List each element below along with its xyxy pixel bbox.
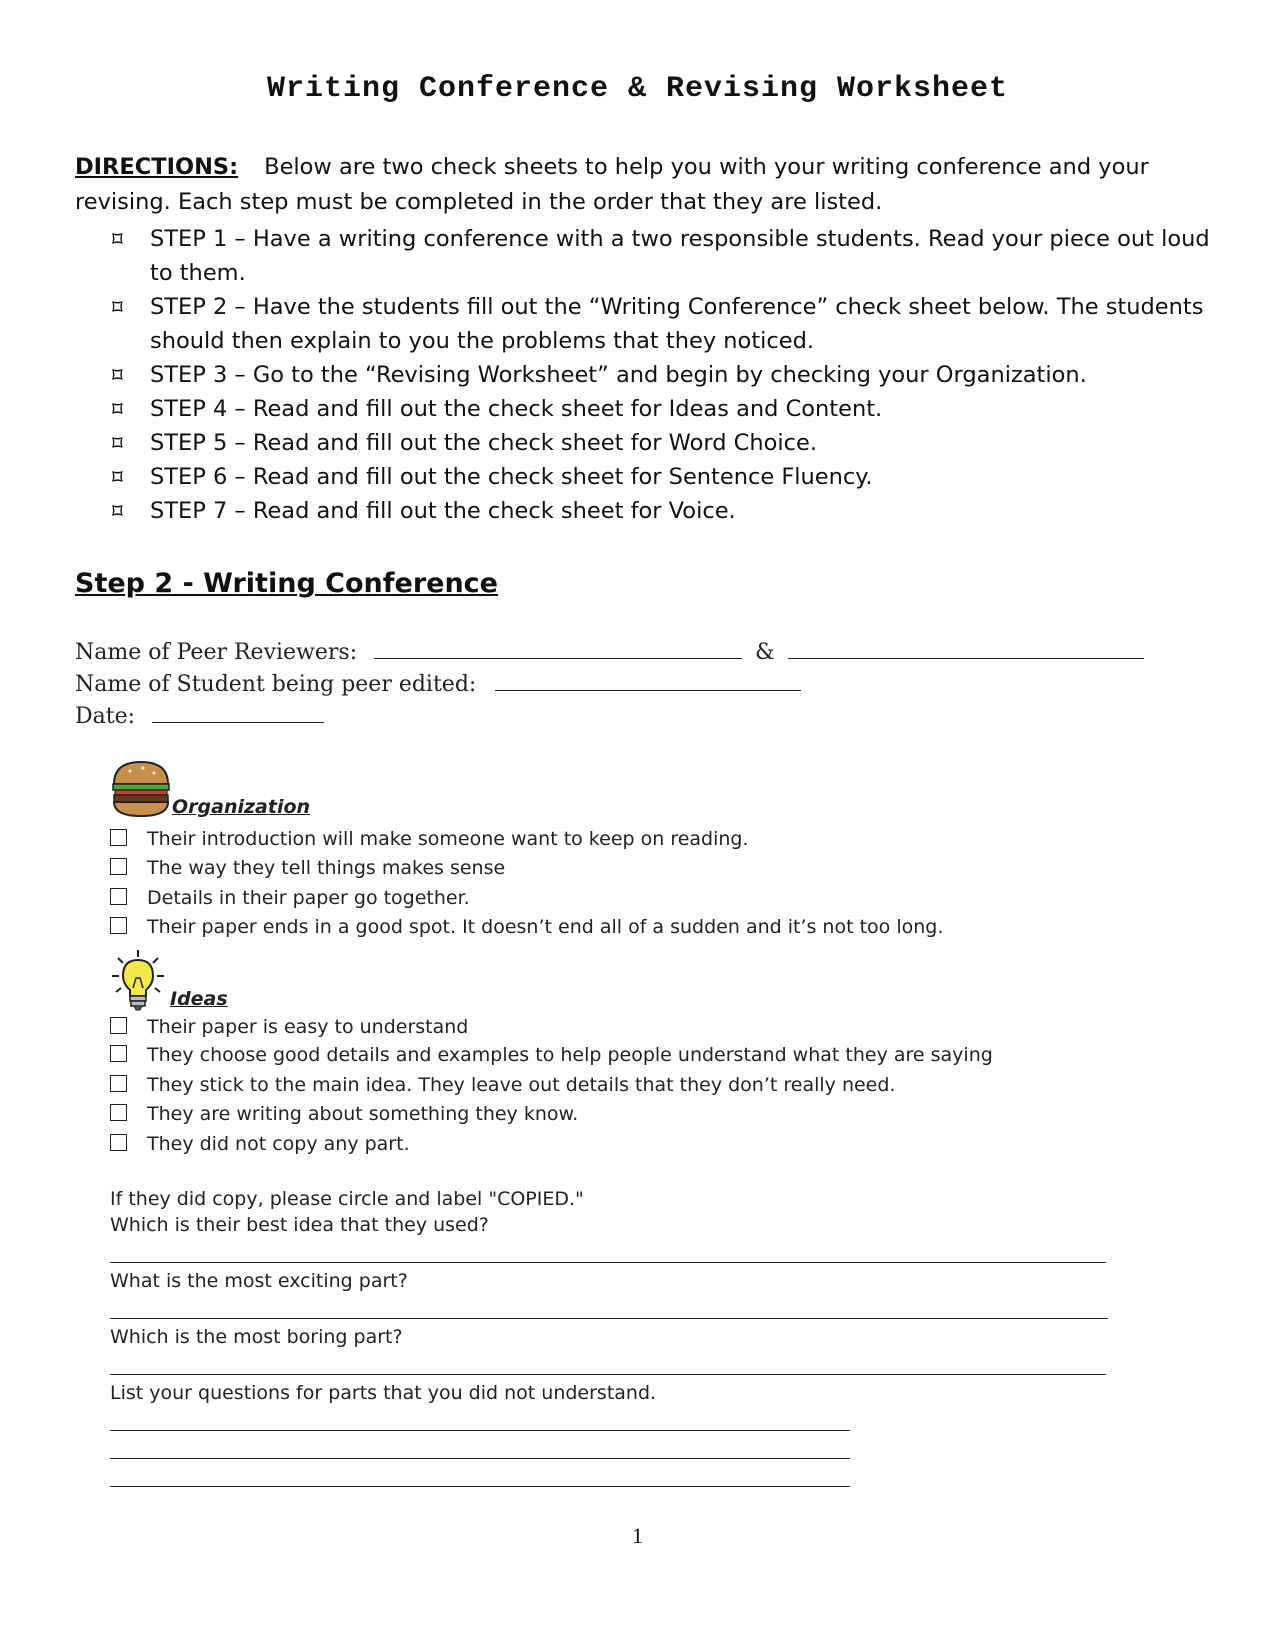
square-bullet-icon: ⌑ [112, 465, 123, 489]
questions-answer-line[interactable] [110, 1430, 850, 1431]
checklist-item[interactable]: They choose good details and examples to help people understand what they are saying [110, 1044, 993, 1066]
square-bullet-icon: ⌑ [112, 397, 123, 421]
peer-reviewers-label: Name of Peer Reviewers: [75, 640, 358, 665]
ideas-label: Ideas [170, 988, 228, 1010]
questions-answer-line[interactable] [110, 1486, 850, 1487]
section-title: Step 2 - Writing Conference [75, 568, 498, 599]
checklist-item[interactable]: Their paper is easy to understand [110, 1016, 468, 1038]
copied-note: If they did copy, please circle and label "COPIED." [110, 1188, 584, 1210]
questions-answer-line[interactable] [110, 1458, 850, 1459]
peer-reviewer-1-field[interactable] [374, 640, 742, 659]
checkbox[interactable] [110, 1045, 127, 1062]
boring-part-answer-line[interactable] [110, 1374, 1106, 1375]
date-label: Date: [75, 704, 136, 729]
hamburger-icon [110, 760, 172, 818]
square-bullet-icon: ⌑ [112, 363, 123, 387]
list-item: ⌑ STEP 7 – Read and fill out the check sheet for Voice. [110, 494, 1210, 528]
list-item: ⌑ STEP 6 – Read and fill out the check sheet for Sentence Fluency. [110, 460, 1210, 494]
checkbox[interactable] [110, 1017, 127, 1034]
date-field[interactable] [152, 704, 324, 723]
peer-reviewers-row [75, 640, 1144, 665]
page-number: 1 [632, 1523, 643, 1548]
boring-part-question: Which is the most boring part? [110, 1326, 403, 1348]
checkbox[interactable] [110, 1134, 127, 1151]
checkbox[interactable] [110, 888, 127, 905]
checklist-item[interactable]: Their paper ends in a good spot. It doesn’t end all of a sudden and it’s not too long. [110, 916, 943, 938]
peer-reviewer-2-field[interactable] [788, 640, 1144, 659]
student-row [75, 672, 801, 697]
exciting-part-answer-line[interactable] [110, 1318, 1108, 1319]
student-label: Name of Student being peer edited: [75, 672, 477, 697]
date-row [75, 704, 324, 729]
checklist-item[interactable]: They did not copy any part. [110, 1133, 410, 1155]
list-item: ⌑ STEP 4 – Read and fill out the check sheet for Ideas and Content. [110, 392, 1210, 426]
page-title: Writing Conference & Revising Worksheet [266, 72, 1009, 106]
list-item: ⌑ STEP 3 – Go to the “Revising Worksheet” and begin by checking your Organization. [110, 358, 1210, 392]
list-item: ⌑ STEP 2 – Have the students fill out the “Writing Conference” check sheet below. The students should then explain to you the problems that they noticed. [110, 290, 1210, 358]
checkbox[interactable] [110, 917, 127, 934]
square-bullet-icon: ⌑ [112, 227, 123, 251]
checkbox[interactable] [110, 858, 127, 875]
directions-text: Below are two check sheets to help you with your writing conference and your revising. Each step must be completed in the order that they are listed. [75, 154, 1149, 215]
list-item: ⌑ STEP 5 – Read and fill out the check sheet for Word Choice. [110, 426, 1210, 460]
checklist-item[interactable]: They stick to the main idea. They leave out details that they don’t really need. [110, 1074, 895, 1096]
checklist-item[interactable]: Their introduction will make someone want to keep on reading. [110, 828, 749, 850]
directions-paragraph [75, 150, 1210, 220]
list-item: ⌑ STEP 1 – Have a writing conference with a two responsible students. Read your piece out loud to them. [110, 222, 1210, 290]
square-bullet-icon: ⌑ [112, 499, 123, 523]
square-bullet-icon: ⌑ [112, 431, 123, 455]
steps-list [110, 222, 1210, 528]
exciting-part-question: What is the most exciting part? [110, 1270, 408, 1292]
square-bullet-icon: ⌑ [112, 295, 123, 319]
best-idea-answer-line[interactable] [110, 1262, 1106, 1263]
student-name-field[interactable] [495, 672, 801, 691]
checkbox[interactable] [110, 1075, 127, 1092]
organization-label: Organization [172, 796, 311, 818]
ampersand-text: & [755, 640, 775, 665]
lightbulb-icon [110, 948, 166, 1012]
best-idea-question: Which is their best idea that they used? [110, 1214, 489, 1236]
checkbox[interactable] [110, 829, 127, 846]
checkbox[interactable] [110, 1104, 127, 1121]
list-questions-prompt: List your questions for parts that you did not understand. [110, 1382, 657, 1404]
checklist-item[interactable]: The way they tell things makes sense [110, 857, 505, 879]
checklist-item[interactable]: Details in their paper go together. [110, 887, 470, 909]
directions-label: DIRECTIONS: [75, 154, 239, 180]
checklist-item[interactable]: They are writing about something they know. [110, 1103, 578, 1125]
